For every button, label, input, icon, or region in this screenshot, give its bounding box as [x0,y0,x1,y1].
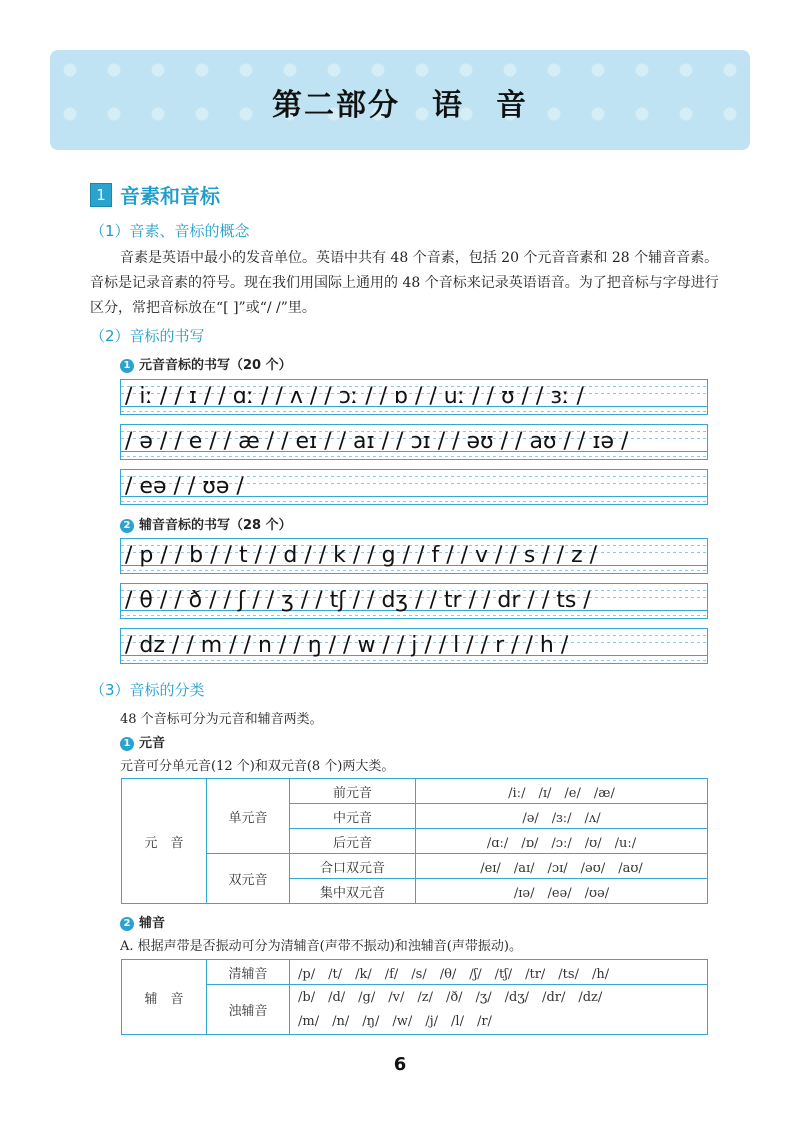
bullet-marker: 2 [120,917,134,931]
writing-box [120,469,708,505]
phonetic-row: / θ / / ð / / ʃ / / ʒ / / tʃ / / dʒ / / tr / / dr / / ts / [125,588,591,613]
subsection-3-heading [90,679,205,700]
vowels-heading [120,732,165,751]
vowel-values-cell: /ə/ /ɜː/ /ʌ/ [416,804,708,829]
vowel-group-cell: 元 音 [122,779,207,904]
consonants-description: A. 根据声带是否振动可分为清辅音(声带不振动)和浊辅音(声带振动)。 [120,939,522,954]
voiced-cell: 浊辅音 [207,985,290,1035]
subsection-3-number: （3） [90,681,130,699]
vowel-type-cell: 合口双元音 [290,854,416,879]
phonetic-row: / p / / b / / t / / d / / k / / g / / f / / v / / s / / z / [125,543,598,568]
vowel-type-cell: 中元音 [290,804,416,829]
subsection-1-heading [90,220,250,241]
vowel-type-cell: 集中双元音 [290,879,416,904]
writing-box [120,583,708,619]
intro-paragraph: 音素是英语中最小的发音单位。英语中共有 48 个音素，包括 20 个元音音素和 28 个辅音音素。音标是记录音素的符号。现在我们用国际上通用的 48 个音标来记录英语语音。为了把音标与字母进行区分，常把音标放在“[ ]”或“/ /”里。 [90,250,719,316]
vowel-values-cell: /eɪ/ /aɪ/ /ɔɪ/ /əʊ/ /aʊ/ [416,854,708,879]
vowel-type-cell: 前元音 [290,779,416,804]
voiceless-values-cell: /p/ /t/ /k/ /f/ /s/ /θ/ /ʃ/ /tʃ/ /tr/ /ts/ /h/ [290,960,708,985]
bullet-marker: 1 [120,359,134,373]
phonetic-row: / dz / / m / / n / / ŋ / / w / / j / / l / / r / / h / [125,633,569,658]
phonetic-row: / iː / / ɪ / / ɑː / / ʌ / / ɔː / / ɒ / / uː / / ʊ / / ɜː / [125,384,584,409]
section-title: 音素和音标 [120,184,220,208]
diphthong-cell: 双元音 [207,854,290,904]
vowel-values-cell: /ɑː/ /ɒ/ /ɔː/ /ʊ/ /uː/ [416,829,708,854]
vowel-table [121,778,708,904]
vowels-description: 元音可分单元音(12 个)和双元音(8 个)两大类。 [120,759,395,774]
vowel-type-cell: 后元音 [290,829,416,854]
vowel-values-cell: /iː/ /ɪ/ /e/ /æ/ [416,779,708,804]
monophthong-cell: 单元音 [207,779,290,854]
subsection-1-title: 音素、音标的概念 [129,222,250,240]
subsection-2-title: 音标的书写 [129,327,205,345]
consonants-title: 辅音 [139,916,166,931]
section-number-badge: 1 [90,183,112,207]
voiced-values-line: /b/ /d/ /g/ /v/ /z/ /ð/ /ʒ/ /dʒ/ /dr/ /dz/ [298,989,603,1005]
writing-box [120,424,708,460]
consonant-group-cell: 辅 音 [122,960,207,1035]
subsection-2-number: （2） [90,327,130,345]
classification-intro: 48 个音标可分为元音和辅音两类。 [120,712,323,727]
bullet-marker: 2 [120,519,134,533]
vowel-writing-heading [120,354,292,373]
page-title: 第二部分 语 音 [272,88,528,123]
writing-box [120,628,708,664]
vowel-values-cell: /ɪə/ /eə/ /ʊə/ [416,879,708,904]
consonant-writing-title: 辅音音标的书写（28 个） [139,518,292,533]
bullet-marker: 1 [120,737,134,751]
subsection-2-heading [90,325,205,346]
consonant-writing-heading [120,514,292,533]
voiceless-cell: 清辅音 [207,960,290,985]
vowel-writing-title: 元音音标的书写（20 个） [139,358,292,373]
phonetic-row: / eə / / ʊə / [125,474,244,499]
vowels-title: 元音 [139,736,166,751]
page-number: 6 [393,1054,407,1075]
consonants-heading [120,912,165,931]
subsection-3-title: 音标的分类 [129,681,205,699]
title-banner [50,50,750,150]
writing-box [120,379,708,415]
subsection-1-number: （1） [90,222,130,240]
writing-box [120,538,708,574]
voiced-values-line: /m/ /n/ /ŋ/ /w/ /j/ /l/ /r/ [298,1013,492,1029]
voiced-values-cell [290,985,708,1035]
phonetic-row: / ə / / e / / æ / / eɪ / / aɪ / / ɔɪ / / əʊ / / aʊ / / ɪə / [125,429,629,454]
consonant-table [121,959,708,1035]
